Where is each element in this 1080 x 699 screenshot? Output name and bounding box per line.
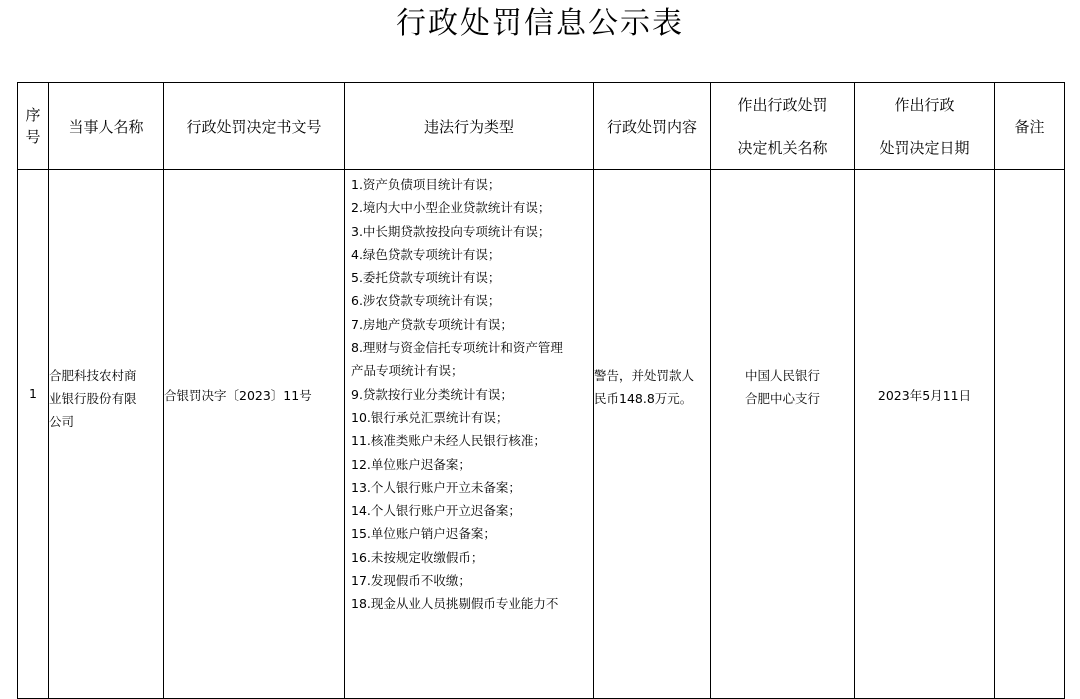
list-item: 18.现金从业人员挑剔假币专业能力不 xyxy=(351,596,559,612)
list-item: 产品专项统计有误； xyxy=(351,363,464,379)
header-date: 作出行政 处罚决定日期 xyxy=(855,83,995,170)
list-item: 17.发现假币不收缴； xyxy=(351,573,471,589)
cell-party: 合肥科技农村商 业银行股份有限 公司 xyxy=(49,170,164,699)
cell-content: 警告，并处罚款人 民币148.8万元。 xyxy=(594,170,711,699)
header-content: 行政处罚内容 xyxy=(594,83,711,170)
list-item: 9.贷款按行业分类统计有误； xyxy=(351,386,513,402)
cell-violations xyxy=(345,170,594,699)
violation-list xyxy=(345,170,593,616)
list-item: 5.委托贷款专项统计有误； xyxy=(351,270,501,286)
header-authority: 作出行政处罚 决定机关名称 xyxy=(711,83,855,170)
list-item: 11.核准类账户未经人民银行核准； xyxy=(351,433,546,449)
cell-date: 2023年5月11日 xyxy=(855,170,995,699)
table-row xyxy=(18,170,1065,699)
cell-authority: 中国人民银行 合肥中心支行 xyxy=(711,170,855,699)
page-title: 行政处罚信息公示表 xyxy=(396,6,684,41)
list-item: 14.个人银行账户开立迟备案； xyxy=(351,503,521,519)
list-item: 12.单位账户迟备案； xyxy=(351,456,471,472)
cell-seq: 1 xyxy=(18,170,49,699)
cell-doc-no: 合银罚决字〔2023〕11号 xyxy=(164,170,345,699)
list-item: 13.个人银行账户开立未备案； xyxy=(351,479,521,495)
penalty-table xyxy=(17,82,1065,699)
list-item: 6.涉农贷款专项统计有误； xyxy=(351,293,501,309)
header-party: 当事人名称 xyxy=(49,83,164,170)
list-item: 15.单位账户销户迟备案； xyxy=(351,526,496,542)
list-item: 8.理财与资金信托专项统计和资产管理 xyxy=(351,340,563,356)
cell-remark xyxy=(995,170,1065,699)
list-item: 4.绿色贷款专项统计有误； xyxy=(351,246,501,262)
list-item: 10.银行承兑汇票统计有误； xyxy=(351,409,509,425)
list-item: 3.中长期贷款按投向专项统计有误； xyxy=(351,223,551,239)
table-header-row xyxy=(18,83,1065,170)
header-violation: 违法行为类型 xyxy=(345,83,594,170)
header-seq: 序 号 xyxy=(18,83,49,170)
list-item: 16.未按规定收缴假币； xyxy=(351,549,484,565)
header-remark: 备注 xyxy=(995,83,1065,170)
list-item: 7.房地产贷款专项统计有误； xyxy=(351,316,513,332)
list-item: 2.境内大中小型企业贷款统计有误； xyxy=(351,200,551,216)
list-item: 1.资产负债项目统计有误； xyxy=(351,177,501,192)
header-doc-no: 行政处罚决定书文号 xyxy=(164,83,345,170)
